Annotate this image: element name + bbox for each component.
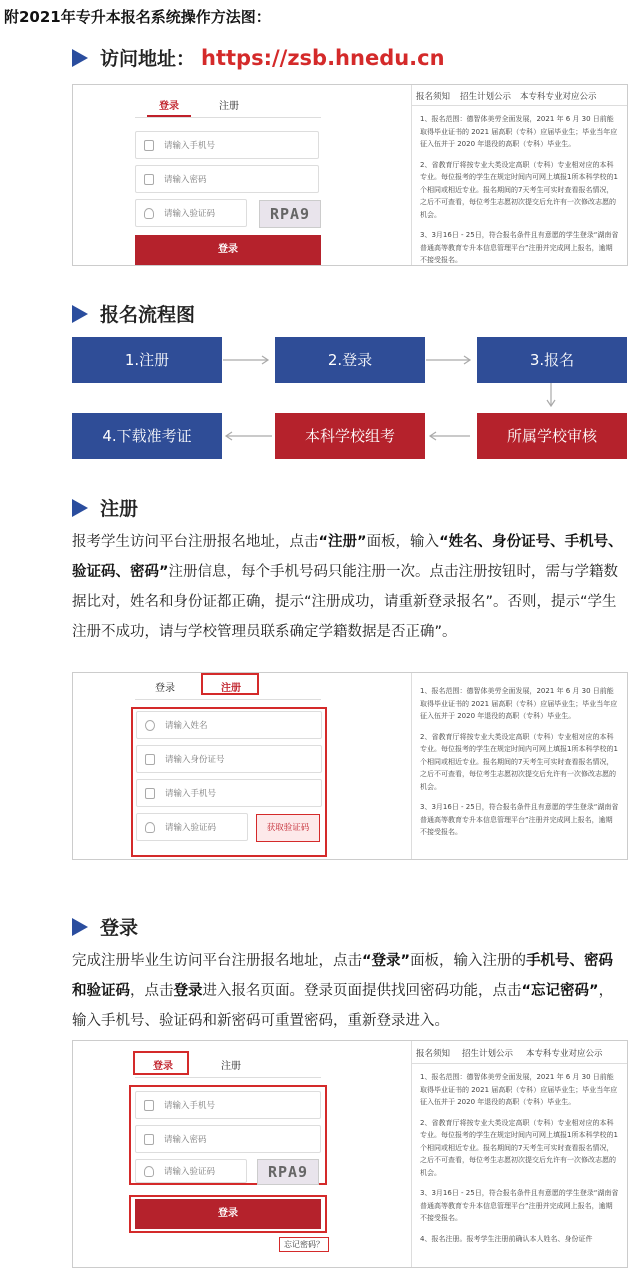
flow-step-exam: 本科学校组考 bbox=[275, 413, 425, 459]
triangle-icon bbox=[72, 305, 88, 323]
notice-item: 3、3月16日 - 25日，符合报名条件且有意愿的学生登录“湖南省普通高等教育专升本信息管理平台”注册并完成网上报名，逾期不接受报名。 bbox=[420, 1189, 619, 1222]
section-register-label: 注册 bbox=[100, 498, 139, 520]
phone-icon bbox=[145, 788, 155, 799]
notice-item: 4、报名注册。报考学生注册前确认本人姓名、身份证件 bbox=[420, 1234, 593, 1243]
text: ，输入手机号、验证码和新密码可重置密码，重新登录进入。 bbox=[72, 983, 614, 1029]
forgot-password-link[interactable]: 忘记密码？ bbox=[279, 1237, 329, 1252]
section-login bbox=[72, 913, 138, 940]
text: 面板，输入注册的 bbox=[410, 953, 527, 969]
notice-list bbox=[420, 685, 619, 847]
get-code-button[interactable]: 获取验证码 bbox=[256, 814, 320, 842]
shield-icon bbox=[144, 1166, 154, 1177]
active-tab-underline bbox=[147, 115, 191, 117]
text: 面板，输入 bbox=[366, 534, 440, 550]
notice-list bbox=[420, 1071, 619, 1253]
login-button[interactable]: 登录 bbox=[135, 1199, 321, 1229]
page-title: 附2021年专升本报名系统操作方法图： bbox=[4, 8, 271, 26]
tab-register[interactable]: 注册 bbox=[221, 683, 241, 694]
flow-step-download: 4.下载准考证 bbox=[72, 413, 222, 459]
password-input[interactable] bbox=[135, 1125, 321, 1153]
form-tabs bbox=[135, 93, 321, 118]
phone-icon bbox=[144, 1100, 154, 1111]
notice-item: 1、报名范围：德智体美劳全面发展，2021 年 6 月 30 日前能取得毕业证书的 2021 届高职（专科）应届毕业生；毕业当年应征入伍并于 2020 年退役的高职（专科）毕业生。 bbox=[420, 1073, 618, 1106]
captcha-image[interactable]: RPA9 bbox=[257, 1159, 319, 1185]
phone-input[interactable] bbox=[135, 1091, 321, 1119]
captcha-input[interactable] bbox=[135, 199, 247, 227]
flow-step-login: 2.登录 bbox=[275, 337, 425, 383]
password-placeholder: 请输入密码 bbox=[164, 175, 207, 185]
notice-item: 3、3月16日 - 25日，符合报名条件且有意愿的学生登录“湖南省普通高等教育专升本信息管理平台”注册并完成网上报名，逾期不接受报名。 bbox=[420, 231, 619, 264]
section-register bbox=[72, 494, 138, 521]
highlight-register-tab bbox=[201, 673, 259, 695]
captcha-image[interactable]: RPA9 bbox=[259, 200, 321, 228]
flow-step-school-review: 所属学校审核 bbox=[477, 413, 627, 459]
tab-major[interactable]: 本专科专业对应公示 bbox=[520, 92, 597, 102]
id-card-icon bbox=[145, 754, 155, 765]
form-panel bbox=[73, 673, 403, 859]
captcha-input[interactable] bbox=[136, 813, 248, 841]
text: 完成注册毕业生访问平台注册报名地址，点击 bbox=[72, 953, 362, 969]
captcha-placeholder: 请输入验证码 bbox=[165, 823, 217, 833]
phone-input[interactable] bbox=[136, 779, 322, 807]
notice-item: 2、省教育厅将按专业大类设定高职（专科）专业相对应的本科专业。每位报考的学生在规定时间内可网上填报1所本科学校的1个相同或相近专业。报名期间的7天考生可实时查看报名情况，之后不可查看，每位考生志愿初次提交后允许有一次修改志愿的机会。 bbox=[420, 732, 618, 791]
text-bold: 登录 bbox=[173, 983, 203, 999]
notice-item: 1、报名范围：德智体美劳全面发展，2021 年 6 月 30 日前能取得毕业证书的 2021 届高职（专科）应届毕业生；毕业当年应征入伍并于 2020 年退役的高职（专科）毕业生。 bbox=[420, 115, 618, 148]
lock-icon bbox=[144, 1134, 154, 1145]
tab-major[interactable]: 本专科专业对应公示 bbox=[526, 1049, 603, 1059]
id-card-input[interactable] bbox=[136, 745, 322, 773]
notice-panel bbox=[411, 673, 627, 859]
notice-panel bbox=[411, 1041, 627, 1267]
section-address-label: 访问地址： bbox=[100, 48, 196, 70]
text: 报考学生访问平台注册报名地址，点击 bbox=[72, 534, 319, 550]
highlight-login-tab bbox=[133, 1051, 189, 1075]
phone-placeholder: 请输入手机号 bbox=[164, 141, 216, 151]
form-panel bbox=[73, 1041, 403, 1267]
name-placeholder: 请输入姓名 bbox=[165, 721, 208, 731]
tab-login[interactable]: 登录 bbox=[159, 101, 179, 112]
tab-plan[interactable]: 招生计划公示 bbox=[460, 92, 512, 102]
notice-list bbox=[420, 113, 619, 266]
text-bold: “注册” bbox=[318, 534, 367, 550]
notice-tabs bbox=[412, 85, 627, 106]
tab-notice[interactable]: 报名须知 bbox=[416, 92, 451, 102]
password-input[interactable] bbox=[135, 165, 319, 193]
notice-item: 3、3月16日 - 25日，符合报名条件且有意愿的学生登录“湖南省普通高等教育专升本信息管理平台”注册并完成网上报名，逾期不接受报名。 bbox=[420, 803, 619, 836]
text-bold: “登录” bbox=[362, 953, 411, 969]
login-forgot-screenshot bbox=[72, 1040, 628, 1268]
user-icon bbox=[145, 720, 155, 731]
captcha-placeholder: 请输入验证码 bbox=[164, 209, 216, 219]
form-panel bbox=[73, 85, 403, 265]
text-bold: “忘记密码” bbox=[521, 983, 599, 999]
phone-placeholder: 请输入手机号 bbox=[164, 1101, 216, 1111]
register-screenshot bbox=[72, 672, 628, 860]
id-card-placeholder: 请输入身份证号 bbox=[165, 755, 225, 765]
tab-login[interactable]: 登录 bbox=[155, 683, 175, 694]
name-input[interactable] bbox=[136, 711, 322, 739]
password-placeholder: 请输入密码 bbox=[164, 1135, 207, 1145]
lock-icon bbox=[144, 174, 154, 185]
register-description bbox=[72, 527, 624, 647]
notice-item: 2、省教育厅将按专业大类设定高职（专科）专业相对应的本科专业。每位报考的学生在规定时间内可网上填报1所本科学校的1个相同或相近专业。报名期间的7天考生可实时查看报名情况，之后不可查看，每位考生志愿初次提交后允许有一次修改志愿的机会。 bbox=[420, 1118, 618, 1177]
captcha-input[interactable] bbox=[135, 1159, 247, 1183]
text: 注册信息，每个手机号码只能注册一次。点击注册按钮时，需与学籍数据比对，姓名和身份证都正确，提示“注册成功，请重新登录报名”。否则，提示“学生注册不成功，请与学校管理员联系确定学籍数据是否正确”。 bbox=[72, 564, 619, 640]
tab-register[interactable]: 注册 bbox=[219, 101, 239, 112]
site-url-link[interactable]: https://zsb.hnedu.cn bbox=[201, 45, 445, 70]
notice-item: 1、报名范围：德智体美劳全面发展，2021 年 6 月 30 日前能取得毕业证书的 2021 届高职（专科）应届毕业生；毕业当年应征入伍并于 2020 年退役的高职（专科）毕业生。 bbox=[420, 687, 618, 720]
phone-placeholder: 请输入手机号 bbox=[165, 789, 217, 799]
triangle-icon bbox=[72, 918, 88, 936]
captcha-placeholder: 请输入验证码 bbox=[164, 1167, 216, 1177]
login-screenshot bbox=[72, 84, 628, 266]
notice-panel bbox=[411, 85, 627, 265]
text: 进入报名页面。登录页面提供找回密码功能，点击 bbox=[202, 983, 522, 999]
phone-input[interactable] bbox=[135, 131, 319, 159]
notice-tabs bbox=[412, 1041, 627, 1064]
section-flow-label: 报名流程图 bbox=[100, 304, 196, 326]
section-flow bbox=[72, 300, 195, 327]
login-button[interactable]: 登录 bbox=[135, 235, 321, 265]
flow-step-apply: 3.报名 bbox=[477, 337, 627, 383]
tab-notice[interactable]: 报名须知 bbox=[416, 1049, 451, 1059]
section-address bbox=[72, 44, 445, 71]
text-bold: “姓名、身份证号、手机号、验证码、密码” bbox=[72, 534, 623, 580]
shield-icon bbox=[145, 822, 155, 833]
shield-icon bbox=[144, 208, 154, 219]
triangle-icon bbox=[72, 499, 88, 517]
tab-register[interactable]: 注册 bbox=[221, 1061, 241, 1072]
flow-step-register: 1.注册 bbox=[72, 337, 222, 383]
section-login-label: 登录 bbox=[100, 917, 139, 939]
notice-item: 2、省教育厅将按专业大类设定高职（专科）专业相对应的本科专业。每位报考的学生在规定时间内可网上填报1所本科学校的1个相同或相近专业。报名期间的7天考生可实时查看报名情况，之后不可查看，每位考生志愿初次提交后允许有一次修改志愿的机会。 bbox=[420, 160, 618, 219]
text: ，点击 bbox=[130, 983, 174, 999]
tab-login[interactable]: 登录 bbox=[153, 1061, 173, 1072]
tab-plan[interactable]: 招生计划公示 bbox=[462, 1049, 514, 1059]
phone-icon bbox=[144, 140, 154, 151]
text-bold: 手机号、密码和验证码 bbox=[72, 953, 614, 999]
login-description bbox=[72, 946, 624, 1036]
triangle-icon bbox=[72, 49, 88, 67]
